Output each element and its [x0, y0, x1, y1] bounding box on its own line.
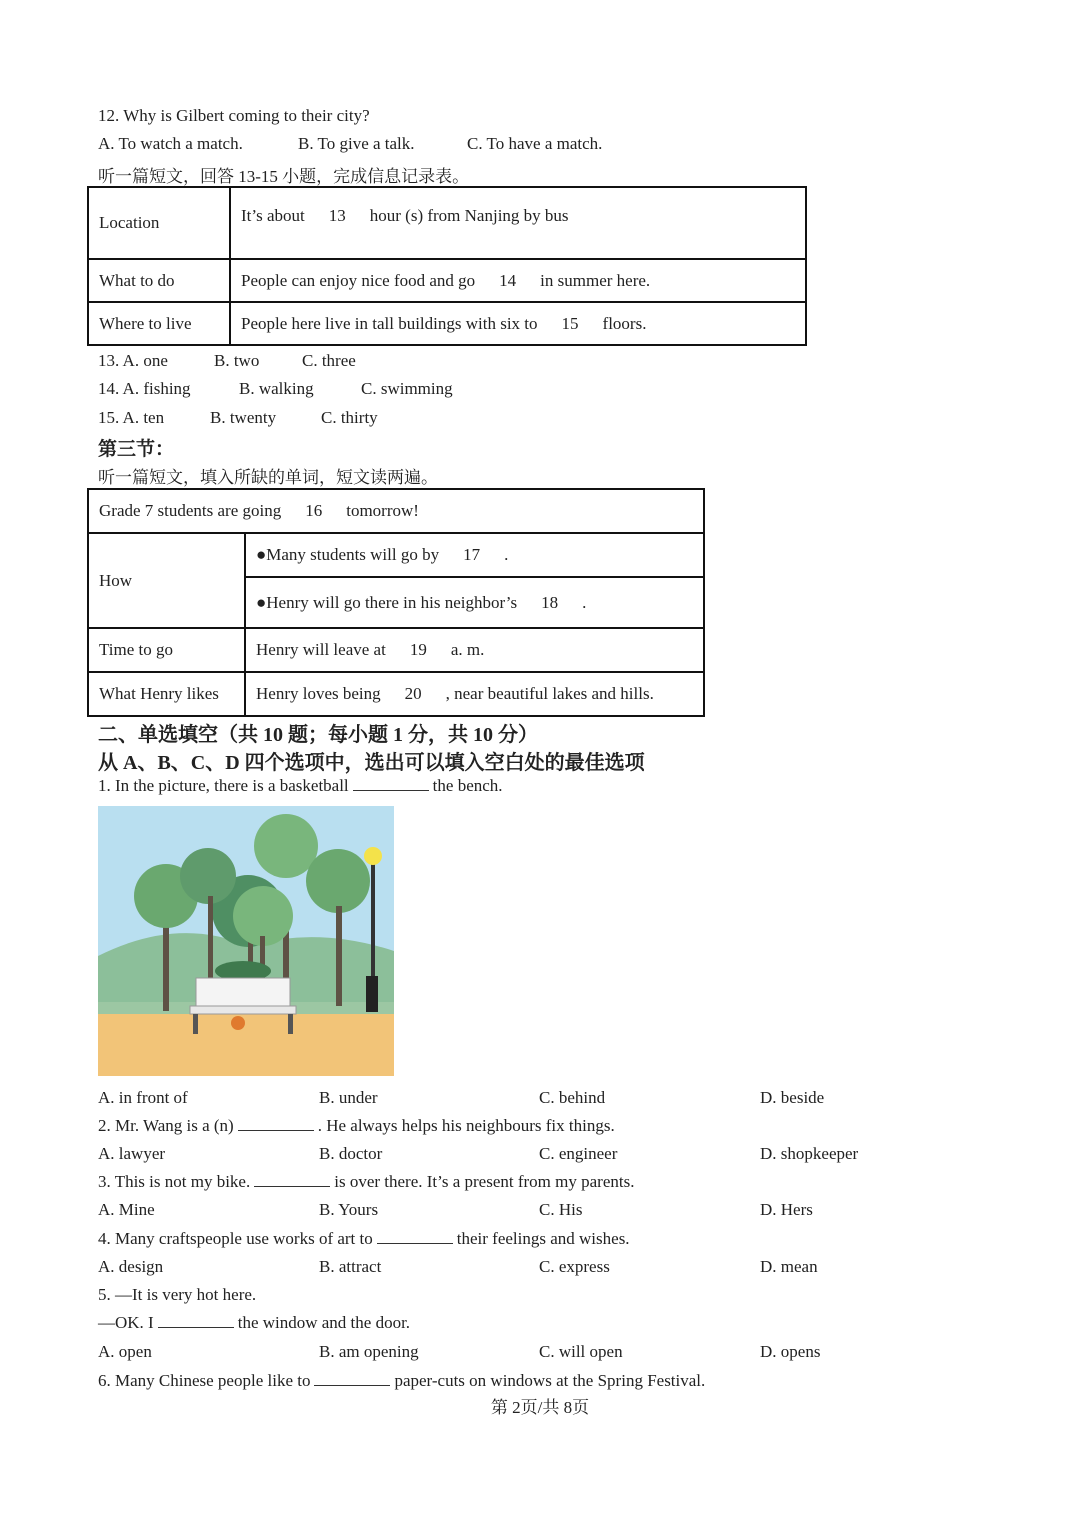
q4-question: 4. Many craftspeople use works of art to their feelings and wishes. — [98, 1229, 630, 1248]
q5-intro: 5. —It is very hot here. — [98, 1285, 257, 1304]
q5-option-d: D. opens — [760, 1342, 821, 1361]
q3-question: 3. This is not my bike. is over there. It’s a present from my parents. — [98, 1172, 635, 1191]
q5-option-a: A. open — [98, 1342, 152, 1361]
q5-option-c: C. will open — [539, 1342, 623, 1361]
table-cell-what-to-do: People can enjoy nice food and go 14 in summer here. — [230, 259, 806, 302]
sand-path — [98, 1011, 394, 1076]
table-cell-location: It’s about 13 hour (s) from Nanjing by bus — [230, 187, 806, 259]
table-cell-where-to-live: People here live in tall buildings with six to 15 floors. — [230, 302, 806, 345]
table-label-time-to-go: Time to go — [88, 628, 245, 672]
answer-blank — [353, 776, 429, 791]
q6-question: 6. Many Chinese people like to paper-cuts on windows at the Spring Festival. — [98, 1371, 706, 1390]
table-label-location: Location — [88, 187, 230, 259]
q15-option-a: 15. A. ten — [98, 408, 165, 427]
q3-option-b: B. Yours — [319, 1200, 379, 1219]
q2-option-b: B. doctor — [319, 1144, 383, 1163]
q15-option-c: C. thirty — [321, 408, 378, 427]
q13-option-b: B. two — [214, 351, 260, 370]
q12-option-c: C. To have a match. — [467, 134, 603, 153]
q3-option-a: A. Mine — [98, 1200, 155, 1219]
q2-option-c: C. engineer — [539, 1144, 618, 1163]
basketball — [231, 1016, 245, 1030]
blank-17: 17 — [463, 545, 481, 564]
q4-option-c: C. express — [539, 1257, 610, 1276]
table-cell-how-1: ●Many students will go by 17 . — [245, 533, 704, 577]
blank-19: 19 — [409, 640, 427, 659]
q2-option-a: A. lawyer — [98, 1144, 166, 1163]
park-bench-picture — [98, 806, 394, 1076]
blank-14: 14 — [499, 270, 517, 290]
table-cell-time: Henry will leave at 19 a. m. — [245, 628, 704, 672]
q5-question: —OK. I the window and the door. — [98, 1313, 411, 1332]
q1-option-d: D. beside — [760, 1088, 825, 1107]
q13-option-c: C. three — [302, 351, 356, 370]
q2-question: 2. Mr. Wang is a (n) . He always helps his neighbours fix things. — [98, 1116, 615, 1135]
q1-question: 1. In the picture, there is a basketball the bench. — [98, 776, 503, 795]
table-cell-grade7: Grade 7 students are going 16 tomorrow! — [88, 489, 704, 533]
table-label-what-to-do: What to do — [88, 259, 230, 302]
q12-option-a: A. To watch a match. — [98, 134, 243, 153]
q15-option-b: B. twenty — [210, 408, 277, 427]
q14-option-b: B. walking — [239, 379, 314, 398]
table-cell-likes: Henry loves being 20 , near beautiful lakes and hills. — [245, 672, 704, 716]
q1-option-c: C. behind — [539, 1088, 606, 1107]
page-footer: 第 2页/共 8页 — [490, 1398, 590, 1417]
q12-option-b: B. To give a talk. — [298, 134, 415, 153]
answer-blank — [238, 1116, 314, 1131]
q1-option-b: B. under — [319, 1088, 378, 1107]
blank-20: 20 — [404, 684, 422, 703]
q2-option-d: D. shopkeeper — [760, 1144, 859, 1163]
q13-option-a: 13. A. one — [98, 351, 168, 370]
blank-18: 18 — [541, 592, 559, 612]
blank-16: 16 — [305, 501, 323, 520]
section3-title: 第三节： — [98, 439, 175, 460]
blank-15: 15 — [561, 313, 579, 333]
q3-option-d: D. Hers — [760, 1200, 813, 1219]
answer-blank — [254, 1172, 330, 1187]
q14-option-a: 14. A. fishing — [98, 379, 191, 398]
section-13-15-instruction: 听一篇短文，回答 13-15 小题，完成信息记录表。 — [98, 167, 470, 186]
blank-13: 13 — [328, 206, 346, 225]
q4-option-a: A. design — [98, 1257, 164, 1276]
table-cell-how-2: ●Henry will go there in his neighbor’s 18 . — [245, 577, 704, 628]
answer-blank — [377, 1229, 453, 1244]
q14-option-c: C. swimming — [361, 379, 453, 398]
q4-option-b: B. attract — [319, 1257, 382, 1276]
table-label-where-to-live: Where to live — [88, 302, 230, 345]
info-table-16-20 — [87, 488, 705, 717]
q3-option-c: C. His — [539, 1200, 583, 1219]
info-table-13-15 — [87, 186, 807, 346]
table-label-henry-likes: What Henry likes — [88, 672, 245, 716]
q12-question: 12. Why is Gilbert coming to their city? — [98, 106, 370, 125]
section3-instruction: 听一篇短文，填入所缺的单词，短文读两遍。 — [98, 468, 438, 487]
table-label-how: How — [88, 533, 245, 628]
answer-blank — [158, 1313, 234, 1328]
q5-option-b: B. am opening — [319, 1342, 419, 1361]
q4-option-d: D. mean — [760, 1257, 818, 1276]
answer-blank — [314, 1371, 390, 1386]
q1-option-a: A. in front of — [98, 1088, 188, 1107]
part2-title: 二、单选填空（共 10 题；每小题 1 分，共 10 分） — [98, 724, 538, 746]
part2-subtitle: 从 A、B、C、D 四个选项中，选出可以填入空白处的最佳选项 — [98, 752, 645, 774]
